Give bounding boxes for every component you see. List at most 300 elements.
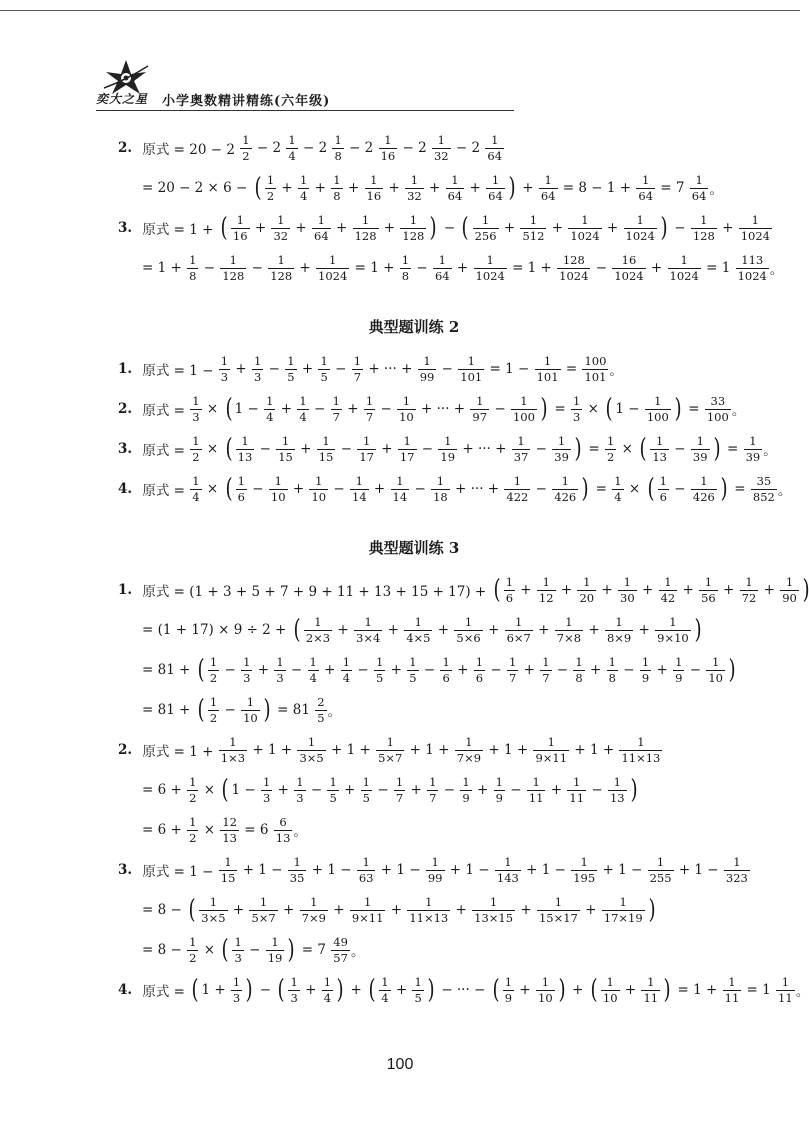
fraction xyxy=(353,214,379,242)
fraction xyxy=(504,475,530,503)
fraction xyxy=(308,656,319,684)
numerator: 1 xyxy=(425,894,433,909)
numerator: 1 xyxy=(543,353,552,368)
fraction xyxy=(432,134,451,162)
denominator: 1024 xyxy=(669,268,699,283)
denominator: 3×5 xyxy=(299,750,324,765)
fraction xyxy=(379,976,390,1004)
expression-text: + 1 − xyxy=(307,862,356,878)
numerator: 1 xyxy=(636,212,644,227)
expression-text: + xyxy=(516,582,536,598)
expression-text: + xyxy=(602,220,623,236)
expression-text: × xyxy=(624,481,645,497)
numerator: 1 xyxy=(409,654,417,669)
numerator: 1 xyxy=(580,854,588,869)
expression-text: − 2 xyxy=(451,140,485,156)
denominator: 39 xyxy=(692,449,708,464)
fraction xyxy=(400,214,426,242)
denominator: 6 xyxy=(505,590,514,605)
expression-text: + xyxy=(386,902,407,918)
fraction xyxy=(418,355,437,383)
fraction xyxy=(219,856,238,884)
fraction xyxy=(249,896,277,924)
expression-text: 。 xyxy=(293,824,307,840)
fraction xyxy=(455,736,483,764)
parenthesis: ( xyxy=(293,615,301,645)
denominator: 100 xyxy=(646,409,669,424)
expression-text: 。 xyxy=(709,182,723,198)
denominator: 7×9 xyxy=(301,910,326,925)
fraction xyxy=(504,576,515,604)
expression-text: + xyxy=(343,180,364,196)
parenthesis: ( xyxy=(368,975,376,1005)
denominator: 8×9 xyxy=(606,630,632,645)
numerator: 1 xyxy=(475,654,484,669)
fraction xyxy=(407,896,450,924)
denominator: 2 xyxy=(189,950,197,965)
expression-text: + xyxy=(652,662,673,678)
expression-text: + xyxy=(517,180,538,196)
numerator: 1 xyxy=(189,252,197,267)
fraction xyxy=(573,656,584,684)
denominator: 20 xyxy=(579,590,595,605)
fraction xyxy=(286,134,297,162)
expression-text: − xyxy=(490,401,510,417)
expression-text: = xyxy=(584,441,604,457)
numerator: 1 xyxy=(386,734,394,749)
numerator: 1 xyxy=(728,974,736,989)
numerator: 1 xyxy=(307,734,316,749)
expression-text: − xyxy=(330,361,351,377)
denominator: 15 xyxy=(278,449,293,464)
numerator: 1 xyxy=(572,393,581,408)
denominator: 5 xyxy=(376,670,384,685)
fraction xyxy=(350,475,369,503)
numerator: 1 xyxy=(513,473,522,488)
expression-text: − xyxy=(587,782,607,798)
equation-line xyxy=(118,890,728,930)
parenthesis: ( xyxy=(639,434,647,464)
expression-text: = 1 xyxy=(701,260,735,276)
numerator: 1 xyxy=(547,734,555,749)
fraction xyxy=(190,395,201,423)
denominator: 3 xyxy=(296,790,304,805)
expression-text: + xyxy=(383,622,404,638)
expression-text: + xyxy=(637,582,658,598)
denominator: 7 xyxy=(429,790,437,805)
numerator: 1 xyxy=(749,433,757,448)
fraction xyxy=(624,214,657,242)
denominator: 3 xyxy=(290,990,298,1005)
parenthesis: ) xyxy=(245,975,253,1005)
denominator: 13 xyxy=(275,830,291,845)
numerator: 1 xyxy=(436,473,445,488)
denominator: 8 xyxy=(333,188,341,203)
expression-text: 原式 = xyxy=(138,403,190,419)
numerator: 1 xyxy=(361,212,370,227)
denominator: 12 xyxy=(538,590,554,605)
denominator: 6 xyxy=(475,670,484,685)
fraction xyxy=(691,214,717,242)
numerator: 1 xyxy=(700,212,708,227)
expression-text: = 1 + xyxy=(350,260,399,276)
denominator: 7 xyxy=(542,670,550,685)
denominator: 426 xyxy=(692,489,715,504)
parenthesis: ( xyxy=(221,775,229,805)
expression-text: + xyxy=(295,441,316,457)
fraction xyxy=(699,576,718,604)
denominator: 6 xyxy=(659,489,667,504)
denominator: 5 xyxy=(409,670,417,685)
expression-text: − xyxy=(505,782,526,798)
denominator: 9 xyxy=(675,670,683,685)
fraction xyxy=(268,254,294,282)
denominator: 18 xyxy=(433,489,448,504)
fraction xyxy=(236,475,247,503)
fraction xyxy=(724,856,750,884)
numerator: 1 xyxy=(504,854,512,869)
fraction xyxy=(327,776,338,804)
parenthesis: ) xyxy=(728,655,736,685)
expression-text: + xyxy=(556,582,577,598)
fraction xyxy=(780,576,799,604)
denominator: 17×19 xyxy=(603,910,643,925)
numerator: 1 xyxy=(254,353,262,368)
numerator: 1 xyxy=(300,172,308,187)
numerator: 1 xyxy=(541,974,550,989)
numerator: 1 xyxy=(542,574,550,589)
numerator: 1 xyxy=(296,774,304,789)
fraction xyxy=(507,656,518,684)
numerator: 1 xyxy=(189,814,197,829)
numerator: 1 xyxy=(342,654,351,669)
expression-text: − xyxy=(306,782,327,798)
fraction xyxy=(365,174,384,202)
fraction xyxy=(350,896,386,924)
expression-text: 1 − xyxy=(234,401,264,417)
denominator: 426 xyxy=(554,489,577,504)
fraction xyxy=(309,475,328,503)
expression-text: = 7 xyxy=(297,942,331,958)
numerator: 1 xyxy=(362,433,371,448)
denominator: 4 xyxy=(614,489,622,504)
numerator: 1 xyxy=(614,473,622,488)
expression-text: + xyxy=(465,180,486,196)
denominator: 57 xyxy=(333,950,348,965)
fraction xyxy=(240,134,251,162)
parenthesis: ) xyxy=(427,975,435,1005)
numerator: 1 xyxy=(654,393,662,408)
denominator: 4 xyxy=(266,409,274,424)
denominator: 4 xyxy=(381,990,389,1005)
expression-text: + ··· + xyxy=(416,401,470,417)
denominator: 64 xyxy=(447,188,463,203)
denominator: 101 xyxy=(584,369,607,384)
expression-text: + 1 − xyxy=(521,862,571,878)
parenthesis: ( xyxy=(647,474,655,504)
denominator: 2 xyxy=(606,449,615,464)
numerator: 1 xyxy=(637,734,645,749)
denominator: 11×13 xyxy=(621,750,661,765)
fraction xyxy=(231,976,242,1004)
problem-number: 4. xyxy=(118,982,133,998)
fraction xyxy=(460,776,471,804)
denominator: 10 xyxy=(311,489,327,504)
denominator: 5 xyxy=(320,369,328,384)
numerator: 1 xyxy=(288,132,296,147)
denominator: 101 xyxy=(460,369,483,384)
equation-line xyxy=(118,770,728,810)
expression-text: − xyxy=(417,441,438,457)
expression-text: 原式 = 1 + xyxy=(138,744,218,760)
fraction xyxy=(645,395,671,423)
expression-text: + xyxy=(433,622,454,638)
denominator: 56 xyxy=(701,590,716,605)
expression-text: = xyxy=(591,481,612,497)
fraction xyxy=(317,435,336,463)
denominator: 8 xyxy=(401,268,410,283)
numerator: 1 xyxy=(465,734,473,749)
denominator: 1024 xyxy=(737,268,767,283)
denominator: 13 xyxy=(652,449,667,464)
parenthesis: ( xyxy=(188,895,196,925)
fraction xyxy=(612,475,623,503)
denominator: 4 xyxy=(342,670,351,685)
denominator: 4×5 xyxy=(406,630,431,645)
denominator: 5×7 xyxy=(378,750,403,765)
numerator: 1 xyxy=(462,774,470,789)
expression-text: 原式 = xyxy=(138,443,190,459)
expression-text: − xyxy=(670,441,690,457)
denominator: 32 xyxy=(407,188,422,203)
parenthesis: ) xyxy=(558,975,566,1005)
fraction xyxy=(261,776,272,804)
denominator: 128 xyxy=(222,268,245,283)
numerator: 1 xyxy=(237,473,245,488)
numerator: 1 xyxy=(476,393,484,408)
fraction xyxy=(582,355,608,383)
denominator: 7 xyxy=(332,409,340,424)
denominator: 1024 xyxy=(625,228,655,243)
expression-text: − xyxy=(410,481,431,497)
denominator: 128 xyxy=(692,228,715,243)
fraction xyxy=(739,214,772,242)
numerator: 1 xyxy=(491,132,499,147)
expression-text: + xyxy=(646,260,667,276)
denominator: 32 xyxy=(433,148,449,163)
parenthesis: ) xyxy=(648,895,656,925)
numerator: 1 xyxy=(384,132,392,147)
expression-text: = xyxy=(561,361,582,377)
expression-text: + 1 − xyxy=(598,862,647,878)
numerator: 1 xyxy=(402,393,411,408)
numerator: 1 xyxy=(700,473,708,488)
expression-text: = 8 − xyxy=(142,942,187,958)
expression-text: = 1 + xyxy=(507,260,557,276)
fraction xyxy=(354,616,382,644)
numerator: 1 xyxy=(575,654,583,669)
numerator: 1 xyxy=(192,393,200,408)
fraction xyxy=(691,435,710,463)
expression-text: 原式 = (1 + 3 + 5 + 7 + 9 + 11 + 13 + 15 + 17) + xyxy=(138,584,491,600)
fraction xyxy=(494,776,505,804)
denominator: 1024 xyxy=(318,268,348,283)
numerator: 1 xyxy=(751,212,759,227)
numerator: 1 xyxy=(259,894,268,909)
fraction xyxy=(736,254,769,282)
expression-text: + xyxy=(452,662,473,678)
denominator: 8 xyxy=(334,148,342,163)
denominator: 4 xyxy=(309,670,317,685)
expression-text: − xyxy=(244,942,265,958)
expression-text: = xyxy=(730,481,750,497)
numerator: 1 xyxy=(277,212,285,227)
fraction xyxy=(391,475,410,503)
fraction xyxy=(269,475,288,503)
numerator: 1 xyxy=(241,433,249,448)
numerator: 1 xyxy=(299,393,307,408)
equation-line xyxy=(118,570,809,610)
fraction xyxy=(331,174,342,202)
numerator: 1 xyxy=(508,654,517,669)
expression-text: + xyxy=(333,622,354,638)
denominator: 37 xyxy=(513,449,529,464)
expression-text: + 1 − xyxy=(445,862,494,878)
book-title: 小学奥数精讲精练(六年级) xyxy=(162,94,331,109)
fraction xyxy=(220,816,239,844)
header-rule xyxy=(96,110,514,111)
parenthesis: ) xyxy=(263,695,271,725)
expression-text: 原式 = 1 + xyxy=(138,222,218,238)
fraction xyxy=(271,214,290,242)
expression-text: + xyxy=(483,622,504,638)
denominator: 512 xyxy=(522,228,545,243)
fraction xyxy=(352,355,363,383)
denominator: 3×4 xyxy=(356,630,381,645)
numerator: 1 xyxy=(333,172,341,187)
page-number: 100 xyxy=(386,1056,414,1073)
fraction xyxy=(298,174,309,202)
denominator: 97 xyxy=(472,409,488,424)
expression-text: = 81 + xyxy=(142,662,195,678)
denominator: 4 xyxy=(288,148,296,163)
expression-text: − xyxy=(220,702,241,718)
denominator: 5 xyxy=(414,990,422,1005)
denominator: 6×7 xyxy=(506,630,531,645)
denominator: 2 xyxy=(192,449,200,464)
denominator: 99 xyxy=(419,369,435,384)
fraction xyxy=(190,475,201,503)
expression-text: + xyxy=(331,220,352,236)
parenthesis: ( xyxy=(191,975,199,1005)
fraction xyxy=(659,576,678,604)
denominator: 1024 xyxy=(475,268,505,283)
expression-text: − 2 xyxy=(398,140,431,156)
equation-line xyxy=(118,970,809,1010)
denominator: 16 xyxy=(380,148,396,163)
expression-text: − xyxy=(685,662,706,678)
numerator: 6 xyxy=(279,814,287,829)
denominator: 2×3 xyxy=(305,630,331,645)
numerator: 1 xyxy=(561,473,569,488)
expression-text: 原式 = 1 − xyxy=(138,363,218,379)
denominator: 63 xyxy=(358,870,374,885)
expression-text: − xyxy=(264,361,285,377)
expression-text: 原式 = xyxy=(138,483,190,499)
denominator: 256 xyxy=(474,228,497,243)
numerator: 1 xyxy=(401,252,410,267)
denominator: 7×8 xyxy=(556,630,582,645)
numerator: 1 xyxy=(242,132,250,147)
denominator: 2 xyxy=(189,790,197,805)
expression-text: 。 xyxy=(795,984,809,1000)
expression-text: + xyxy=(585,662,606,678)
expression-text: = xyxy=(683,401,704,417)
numerator: 1 xyxy=(314,614,322,629)
fraction xyxy=(285,355,296,383)
denominator: 11×13 xyxy=(409,910,449,925)
problem-number: 2. xyxy=(118,140,133,156)
denominator: 16 xyxy=(232,228,248,243)
expression-text: + xyxy=(406,782,427,798)
fraction xyxy=(533,736,569,764)
expression-text: + xyxy=(288,481,309,497)
expression-text: − xyxy=(531,441,552,457)
parenthesis: ( xyxy=(461,213,470,243)
denominator: 11 xyxy=(724,990,740,1005)
expression-text: + xyxy=(584,622,604,638)
denominator: 19 xyxy=(440,449,456,464)
expression-text: × xyxy=(199,782,220,798)
fraction xyxy=(640,656,651,684)
expression-text: + 1 + xyxy=(405,742,454,758)
expression-text: − 2 xyxy=(298,140,332,156)
numerator: 1 xyxy=(623,574,631,589)
fraction xyxy=(691,475,717,503)
expression-text: + 1 − xyxy=(376,862,425,878)
expression-text: − xyxy=(552,662,573,678)
fraction xyxy=(322,976,333,1004)
fraction xyxy=(331,395,342,423)
expression-text: = 6 xyxy=(239,822,273,838)
denominator: 1024 xyxy=(559,268,589,283)
fraction xyxy=(199,896,227,924)
denominator: 3 xyxy=(192,409,200,424)
equation-line xyxy=(118,650,736,690)
numerator: 1 xyxy=(608,654,616,669)
numerator: 1 xyxy=(322,433,330,448)
denominator: 11 xyxy=(569,790,585,805)
fraction xyxy=(426,856,445,884)
numerator: 1 xyxy=(189,934,197,949)
expression-text: 。 xyxy=(769,262,784,278)
expression-text: + xyxy=(297,361,318,377)
numerator: 1 xyxy=(647,974,655,989)
numerator: 1 xyxy=(544,172,552,187)
numerator: 1 xyxy=(403,433,411,448)
expression-text: 1 − xyxy=(615,401,644,417)
denominator: 2 xyxy=(242,148,250,163)
denominator: 5 xyxy=(317,710,325,725)
denominator: 64 xyxy=(488,188,503,203)
numerator: 1 xyxy=(229,734,237,749)
equation-line xyxy=(118,930,728,970)
equation-line xyxy=(118,389,746,429)
numerator: 1 xyxy=(520,393,528,408)
numerator: 1 xyxy=(229,252,237,267)
numerator: 1 xyxy=(495,774,503,789)
expression-text: + xyxy=(346,982,367,998)
